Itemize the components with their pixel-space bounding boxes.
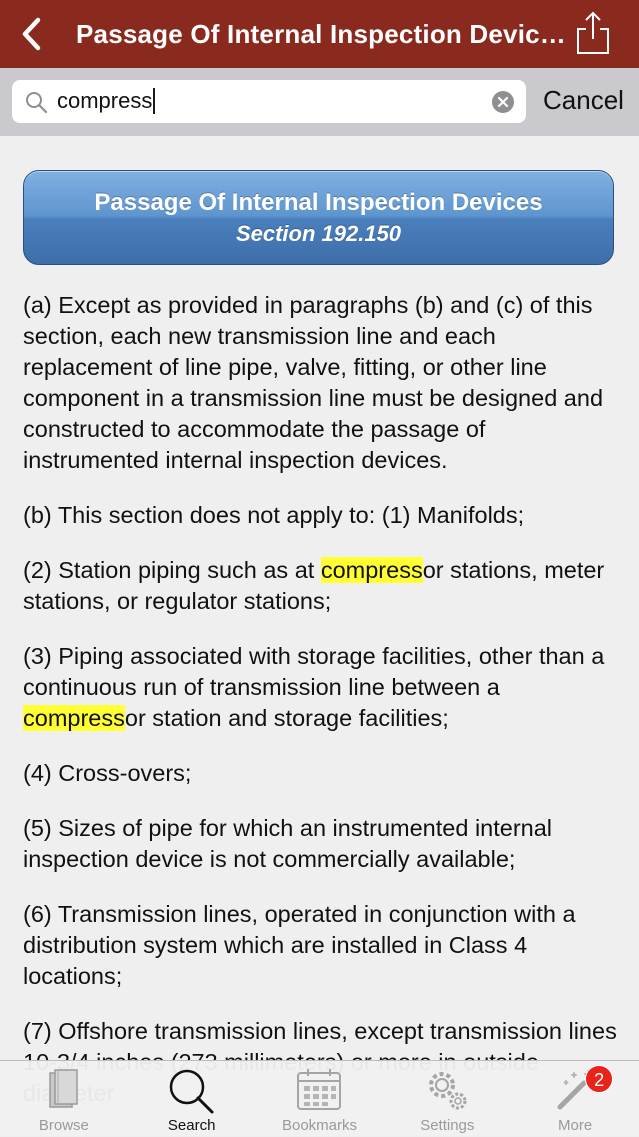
tab-label: More — [557, 1117, 593, 1134]
notification-badge: 2 — [585, 1065, 613, 1093]
share-icon — [576, 11, 610, 55]
search-input[interactable] — [12, 80, 526, 123]
navigation-bar — [0, 0, 639, 68]
section-header — [23, 170, 614, 265]
paragraph-text: (2) Station piping such as at — [23, 557, 321, 583]
tab-label: Browse — [38, 1117, 89, 1134]
tab-search[interactable] — [128, 1061, 256, 1137]
tab-browse[interactable] — [0, 1061, 128, 1137]
paragraph: (7) Offshore transmission lines, except transmission lines — [23, 1018, 617, 1044]
search-bar — [0, 68, 639, 136]
tab-settings[interactable] — [383, 1061, 511, 1137]
back-button[interactable] — [0, 0, 62, 68]
search-text: compress — [57, 88, 155, 114]
section-number: Section 192.150 — [235, 220, 402, 246]
page-title: Passage Of Internal Inspection Devic… — [76, 18, 566, 49]
search-highlight: compress — [320, 557, 423, 583]
chevron-left-icon — [20, 17, 42, 51]
calendar-grid-icon — [296, 1067, 342, 1111]
search-highlight: compress — [23, 705, 125, 731]
tab-more[interactable] — [511, 1061, 639, 1137]
tab-label: Bookmarks — [281, 1117, 357, 1134]
gears-icon — [424, 1067, 470, 1113]
paragraph-text: (3) Piping associated with storage facilities, other than a continuous run of transmission line between a — [23, 643, 605, 700]
tab-bookmarks[interactable] — [256, 1061, 384, 1137]
paragraph: (b) This section does not apply to: (1) Manifolds; — [23, 502, 525, 528]
section-title: Passage Of Internal Inspection Devices — [94, 188, 543, 216]
cancel-button[interactable]: Cancel — [543, 85, 624, 115]
search-icon — [24, 90, 48, 114]
paragraph — [23, 555, 623, 617]
paragraph — [23, 641, 623, 734]
tab-label: Settings — [420, 1117, 475, 1134]
text-caret — [153, 88, 155, 114]
clear-icon[interactable] — [492, 91, 514, 113]
books-icon — [44, 1067, 84, 1111]
tab-bar — [0, 1060, 639, 1136]
share-button[interactable] — [573, 8, 613, 58]
paragraph: (5) Sizes of pipe for which an instrumented internal inspection device is not commercially available; — [23, 815, 553, 872]
paragraph: (4) Cross-overs; — [23, 760, 192, 786]
tab-label: Search — [167, 1117, 216, 1134]
section-content[interactable] — [0, 136, 639, 1060]
magnifier-icon — [167, 1067, 217, 1117]
paragraph-text: or stations, meter stations, or regulator stations; — [23, 557, 605, 614]
paragraph: (a) Except as provided in paragraphs (b) and (c) of this section, each new transmission line and each replacement of line pipe, valve, fitting, or other line component in a transmission line must be designed and constructed to accommodate the passage of instrumented internal inspection devices. — [23, 292, 604, 473]
paragraph-text: or station and storage facilities; — [124, 705, 449, 731]
paragraph: (6) Transmission lines, operated in conjunction with a distribution system which are installed in Class 4 locations; — [23, 901, 576, 989]
section-text — [23, 290, 623, 1133]
